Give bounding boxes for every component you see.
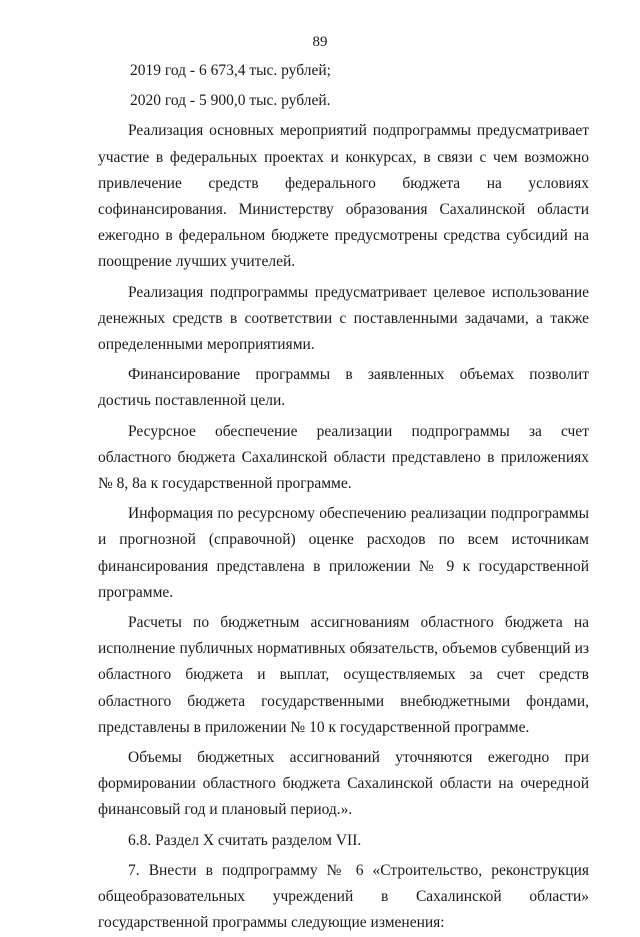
paragraph-forecast-info: Информация по ресурсному обеспечению реализации подпрограммы и прогнозной (справочной) оценке расходов по всем источникам финансирования представлена в приложении № 9 к государственной программе. — [98, 505, 589, 601]
paragraph-budget-calculations: Расчеты по бюджетным ассигнованиям областного бюджета на исполнение публичных нормативных обязательств, объемов субвенций из областного бюджета и выплат, осуществляемых за счет средств областного бюджета государственными внебюджетными фондами, представлены в приложении № 10 к государственной программе. — [98, 614, 589, 736]
paragraph-financing-goal: Финансирование программы в заявленных объемах позволит достичь поставленной цели. — [98, 366, 589, 410]
funding-line-2019: 2019 год - 6 673,4 тыс. рублей; — [130, 62, 331, 79]
paragraph-resource-support: Ресурсное обеспечение реализации подпрограммы за счет областного бюджета Сахалинской области представлено в приложениях № 8, 8а к государственной программе. — [98, 422, 589, 493]
paragraph-subprogram-6: 7. Внести в подпрограмму № 6 «Строительство, реконструкция общеобразовательных учреждений в Сахалинской области» государственной программы следующие изменения: — [98, 861, 589, 932]
funding-line-2020: 2020 год - 5 900,0 тыс. рублей. — [130, 92, 331, 110]
page-number: 89 — [312, 34, 328, 50]
paragraph-federal-projects: Реализация основных мероприятий подпрограммы предусматривает участие в федеральных проектах и конкурсах, в связи с чем возможно привлечение средств федерального бюджета на условиях софинансирования. Министерству образования Сахалинской области ежегодно в федеральном бюджете предусмотрены средства субсидий на поощрение лучших учителей. — [98, 122, 589, 271]
paragraph-appropriations: Объемы бюджетных ассигнований уточняются ежегодно при формировании областного бюджета Сахалинской области на очередной финансовый год и плановый период.». — [98, 749, 589, 819]
document-body — [98, 58, 589, 937]
paragraph-section-renumber: 6.8. Раздел X считать разделом VII. — [128, 831, 362, 849]
paragraph-targeted-use: Реализация подпрограммы предусматривает целевое использование денежных средств в соответствии с поставленными задачами, а также определенными мероприятиями. — [98, 283, 589, 354]
